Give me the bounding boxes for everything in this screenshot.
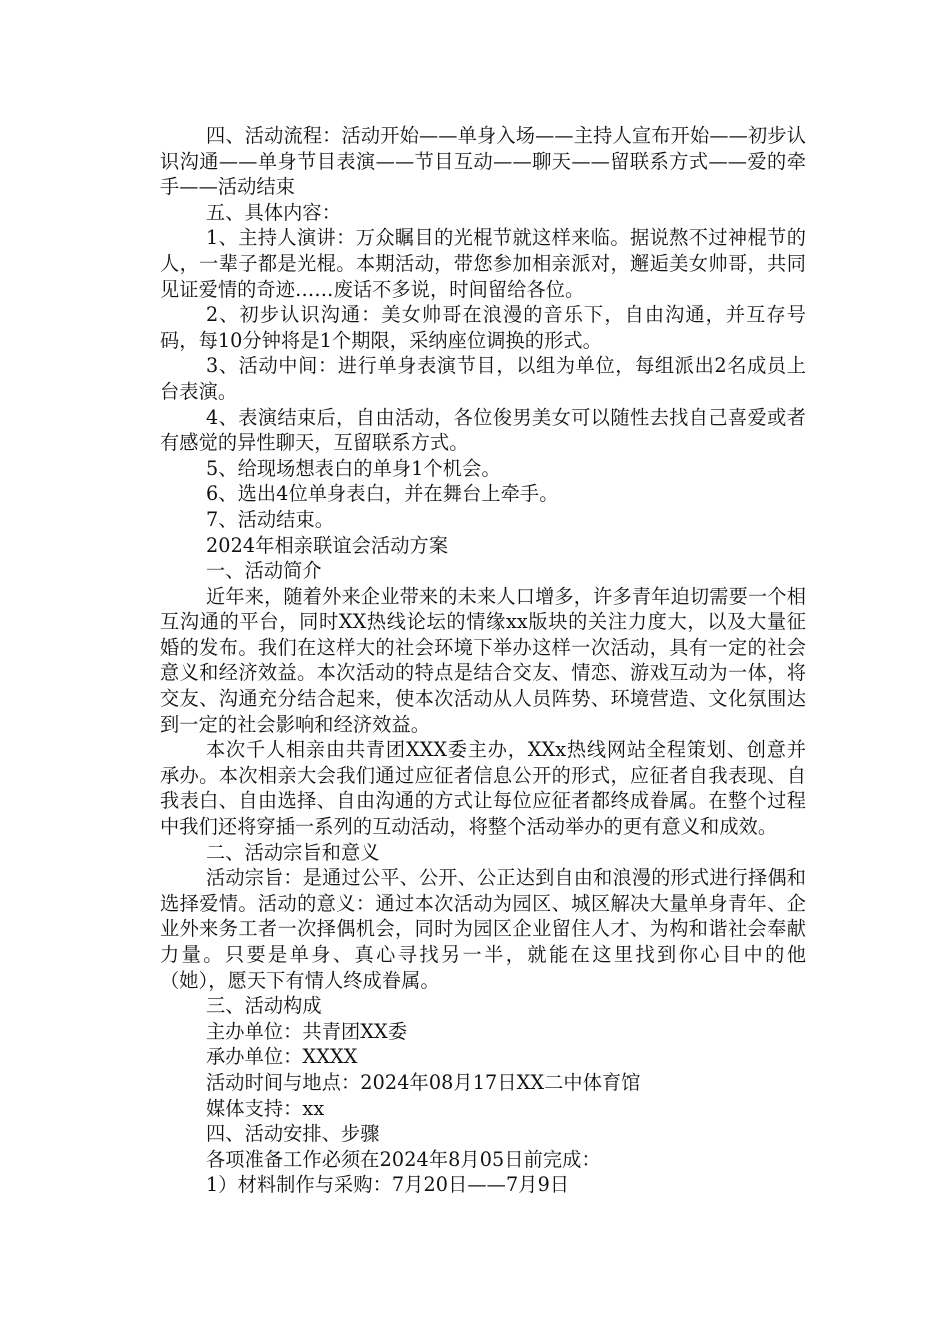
- content-item-1: 1、主持人演讲：万众瞩目的光棍节就这样来临。据说熬不过神棍节的人，一辈子都是光棍。本期活动，带您参加相亲派对，邂逅美女帅哥，共同见证爱情的奇迹……废话不多说，时间留给各位。: [160, 226, 806, 301]
- intro-paragraph-1: 近年来，随着外来企业带来的未来人口增多，许多青年迫切需要一个相互沟通的平台，同时XX热线论坛的情缘xx版块的关注力度大，以及大量征婚的发布。我们在这样大的社会环境下举办这样一次活动，具有一定的社会意义和经济效益。本次活动的特点是结合交友、情恋、游戏互动为一体，将交友、沟通充分结合起来，使本次活动从人员阵势、环境营造、文化氛围达到一定的社会影响和经济效益。: [160, 584, 806, 736]
- media-support-line: 媒体支持：xx: [206, 1096, 325, 1120]
- organizer-line: 主办单位：共青团XX委: [206, 1019, 408, 1043]
- content-item-3: 3、活动中间：进行单身表演节目，以组为单位，每组派出2名成员上台表演。: [160, 354, 806, 403]
- section-4-heading: 四、活动安排、步骤: [206, 1122, 380, 1146]
- content-item-7: 7、活动结束。: [206, 507, 335, 531]
- content-item-2: 2、初步认识沟通：美女帅哥在浪漫的音乐下，自由沟通，并互存号码，每10分钟将是1个期限，采纳座位调换的形式。: [160, 303, 806, 352]
- plan-title: 2024年相亲联谊会活动方案: [206, 533, 449, 557]
- purpose-paragraph: 活动宗旨：是通过公平、公开、公正达到自由和浪漫的形式进行择偶和选择爱情。活动的意义：通过本次活动为园区、城区解决大量单身青年、企业外来务工者一次择偶机会，同时为园区企业留住人才、为构和谐社会奉献力量。只要是单身、真心寻找另一半，就能在这里找到你心目中的他（她），愿天下有情人终成眷属。: [160, 866, 806, 992]
- section-4-activity-flow: 四、活动流程：活动开始——单身入场——主持人宣布开始——初步认识沟通——单身节目表演——节目互动——聊天——留联系方式——爱的牵手——活动结束: [160, 124, 806, 199]
- section-3-heading: 三、活动构成: [206, 994, 322, 1018]
- content-item-4: 4、表演结束后，自由活动，各位俊男美女可以随性去找自己喜爱或者有感觉的异性聊天，互留联系方式。: [160, 405, 806, 455]
- co-organizer-line: 承办单位：XXXX: [206, 1045, 358, 1069]
- time-location-line: 活动时间与地点：2024年08月17日XX二中体育馆: [206, 1070, 641, 1094]
- section-2-heading: 二、活动宗旨和意义: [206, 840, 380, 864]
- section-1-heading: 一、活动简介: [206, 559, 322, 583]
- content-item-5: 5、给现场想表白的单身1个机会。: [206, 456, 501, 480]
- intro-paragraph-2: 本次千人相亲由共青团XXX委主办，XXx热线网站全程策划、创意并承办。本次相亲大会我们通过应征者信息公开的形式，应征者自我表现、自我表白、自由选择、自由沟通的方式让每位应征者都终成眷属。在整个过程中我们还将穿插一系列的互动活动，将整个活动举办的更有意义和成效。: [160, 738, 806, 839]
- materials-schedule-line: 1）材料制作与采购：7月20日——7月9日: [206, 1173, 570, 1197]
- document-body: [160, 123, 806, 1198]
- content-item-6: 6、选出4位单身表白，并在舞台上牵手。: [206, 482, 559, 506]
- preparation-deadline-line: 各项准备工作必须在2024年8月05日前完成：: [206, 1147, 601, 1171]
- section-5-heading: 五、具体内容：: [206, 200, 342, 224]
